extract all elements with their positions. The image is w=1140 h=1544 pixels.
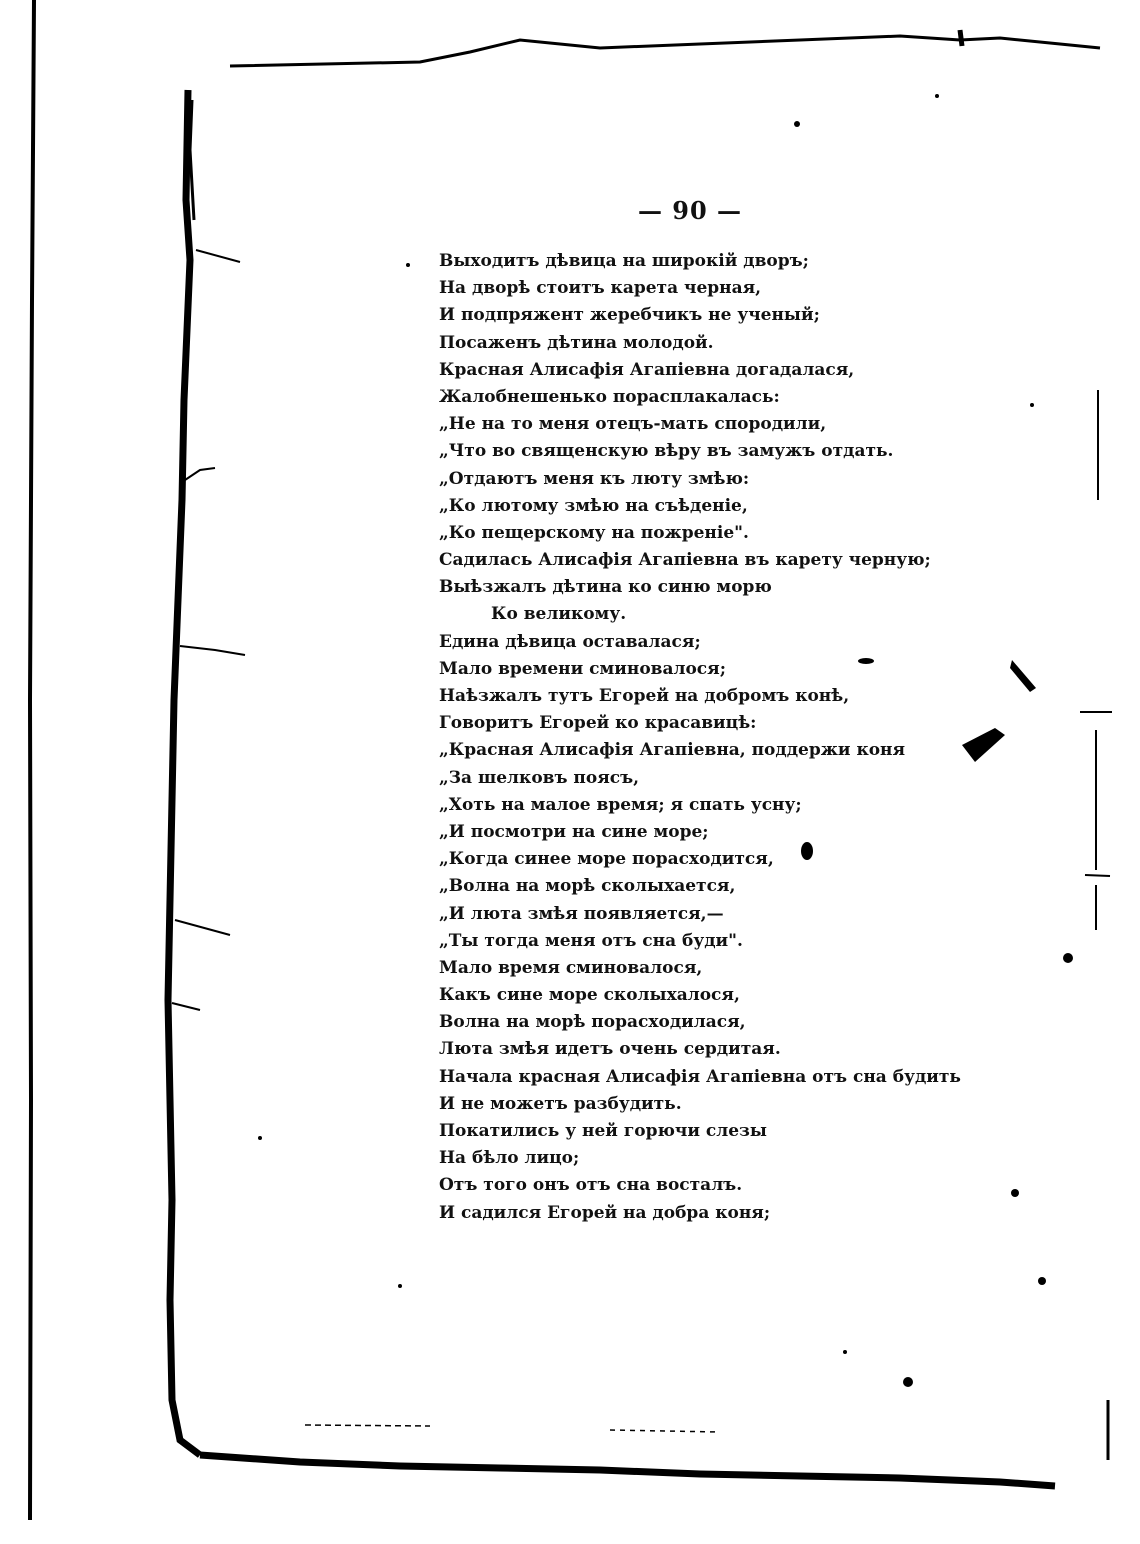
verse-line: „И люта змѣя появляется,— xyxy=(439,903,724,924)
verse-line: „Отдаютъ меня къ люту змѣю: xyxy=(439,468,750,489)
verse-text xyxy=(439,248,961,1227)
verse-line: И садился Егорей на добра коня; xyxy=(439,1202,771,1223)
verse-line: Наѣзжалъ тутъ Егорей на добромъ конѣ, xyxy=(439,686,850,706)
verse-line: Покатились у ней горючи слезы xyxy=(439,1121,767,1141)
verse-line: Говоритъ Егорей ко красавицѣ: xyxy=(439,713,757,734)
verse-line: „Хоть на малое время; я спать усну; xyxy=(439,794,802,815)
verse-line: „Красная Алисафія Агапіевна, поддержи коня xyxy=(439,740,906,761)
verse-line: Красная Алисафія Агапіевна догадалася, xyxy=(439,359,855,380)
verse-line: „Что во священскую вѣру въ замужъ отдать. xyxy=(439,441,894,462)
verse-line: И подпряжент жеребчикъ не ученый; xyxy=(439,305,820,326)
verse-line: „Когда синее море порасходится, xyxy=(439,849,774,870)
verse-line: „Ко лютому змѣю на съѣденіе, xyxy=(439,495,748,516)
verse-line: „Волна на морѣ сколыхается, xyxy=(439,876,736,897)
verse-line: „Не на то меня отецъ-мать спородили, xyxy=(439,414,827,435)
verse-line: На бѣло лицо; xyxy=(439,1148,580,1169)
verse-line: Выѣзжалъ дѣтина ко синю морю xyxy=(439,577,772,598)
verse-line: На дворѣ стоитъ карета черная, xyxy=(439,278,762,299)
left-scan-edge xyxy=(30,0,34,1520)
page-number: — 90 — xyxy=(637,196,743,225)
verse-line: Волна на морѣ порасходилася, xyxy=(439,1012,746,1033)
verse-line: „И посмотри на сине море; xyxy=(439,821,709,842)
verse-line: Люта змѣя идетъ очень сердитая. xyxy=(439,1039,781,1060)
verse-line: Выходитъ дѣвица на широкій дворъ; xyxy=(439,251,809,271)
verse-line: Какъ сине море сколыхалося, xyxy=(439,985,740,1006)
top-page-edge xyxy=(230,36,1100,66)
verse-line: „За шелковъ поясъ, xyxy=(439,767,640,788)
verse-line: Посаженъ дѣтина молодой. xyxy=(439,332,714,353)
bottom-page-edge xyxy=(200,1455,1055,1486)
left-page-edge xyxy=(168,90,200,1455)
verse-line: Жалобнешенько порасплакалась: xyxy=(439,386,780,407)
verse-line: Мало времени сминовалося; xyxy=(439,658,726,679)
verse-line: И не можетъ разбудить. xyxy=(439,1093,682,1114)
verse-line: Ко великому. xyxy=(491,604,627,625)
verse-line: Едина дѣвица оставалася; xyxy=(439,631,701,652)
verse-line: Начала красная Алисафія Агапіевна отъ сна будить xyxy=(439,1066,961,1087)
verse-line: „Ты тогда меня отъ сна буди". xyxy=(439,930,743,951)
verse-line: Мало время сминовалося, xyxy=(439,957,703,978)
verse-line: Садилась Алисафія Агапіевна въ карету черную; xyxy=(439,550,931,571)
verse-line: „Ко пещерскому на пожреніе". xyxy=(439,522,749,543)
verse-line: Отъ того онъ отъ сна восталъ. xyxy=(439,1175,743,1196)
